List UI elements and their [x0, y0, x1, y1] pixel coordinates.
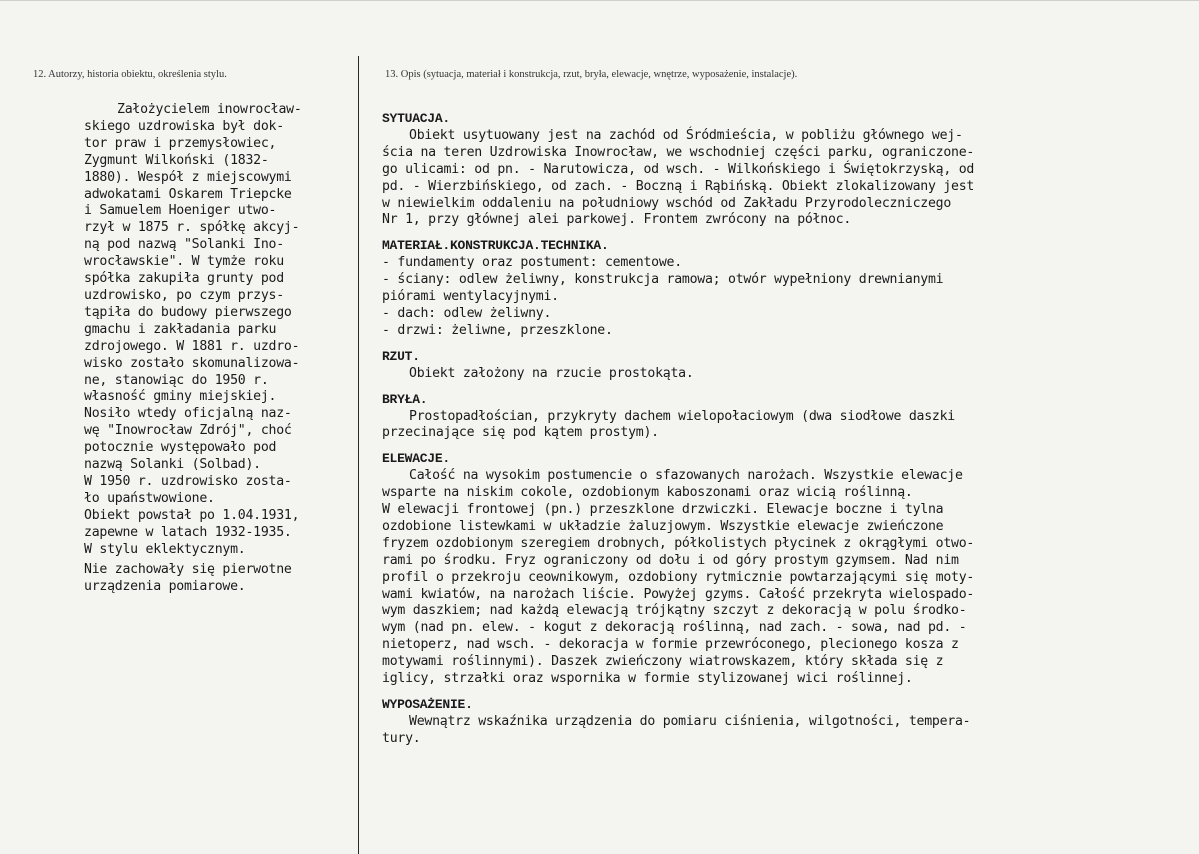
- text-line: spółka zakupiła grunty pod: [84, 271, 284, 287]
- text-line: ło upaństwowione.: [84, 490, 215, 506]
- text-line: potocznie występowało pod: [84, 440, 277, 456]
- history-paragraph: [84, 102, 354, 558]
- text-line: uzdrowisko, po czym przys-: [84, 287, 284, 303]
- section-bryła: [382, 392, 1182, 443]
- text-line: - drzwi: żeliwne, przeszklone.: [382, 322, 613, 338]
- section-title: MATERIAŁ.KONSTRUKCJA.TECHNIKA.: [382, 238, 609, 254]
- section-title: RZUT.: [382, 348, 420, 364]
- column-divider: [358, 56, 359, 854]
- text-line: ścia na teren Uzdrowiska Inowrocław, we wschodniej części parku, ograniczone-: [382, 144, 975, 160]
- history-paragraph: [84, 562, 354, 596]
- text-line: W 1950 r. uzdrowisko zosta-: [84, 473, 292, 489]
- section-title: ELEWACJE.: [382, 451, 450, 467]
- section-wyposażenie: [382, 697, 1182, 748]
- text-line: profil o przekroju ceownikowym, ozdobiony rytmicznie powtarzającymi się moty-: [382, 569, 975, 585]
- section-elewacje: [382, 451, 1182, 688]
- text-line: tury.: [382, 730, 421, 746]
- text-line: nazwą Solanki (Solbad).: [84, 457, 261, 473]
- text-line: ozdobione listewkami w układzie żaluzjowym. Wszystkie elewacje zwieńczone: [382, 518, 944, 534]
- right-column-header: 13. Opis (sytuacja, materiał i konstrukcja, rzut, bryła, elewacje, wnętrze, wyposażenie, instalacje).: [385, 69, 798, 80]
- text-line: zdrojowego. W 1881 r. uzdro-: [84, 338, 300, 354]
- text-line: rzył w 1875 r. spółkę akcyj-: [84, 220, 300, 236]
- text-line: 1880). Wespół z miejscowymi: [84, 169, 292, 185]
- text-line: wym daszkiem; nad każdą elewacją trójkątny szczyt z dekoracją w polu środko-: [382, 603, 967, 619]
- text-line: Obiekt usytuowany jest na zachód od Śródmieścia, w pobliżu głównego wej-: [409, 127, 963, 143]
- text-line: go ulicami: od pn. - Narutowicza, od wsch. - Wilkońskiego i Świętokrzyską, od: [382, 161, 975, 177]
- section-title: BRYŁA.: [382, 391, 428, 407]
- text-line: wrocławskie". W tymże roku: [84, 254, 284, 270]
- text-line: w niewielkim oddaleniu na południowy wschód od Zakładu Przyrodoleczniczego: [382, 195, 952, 211]
- text-line: ną pod nazwą "Solanki Ino-: [84, 237, 284, 253]
- text-line: rami po środku. Fryz ograniczony od dołu i od góry prostym gzymsem. Nad nim: [382, 552, 959, 568]
- section-sytuacja: [382, 111, 1182, 229]
- text-line: - dach: odlew żeliwny.: [382, 305, 552, 321]
- left-column-header: 12. Autorzy, historia obiektu, określenia stylu.: [33, 69, 227, 80]
- text-line: wisko zostało skomunalizowa-: [84, 355, 300, 371]
- history-text: [84, 102, 354, 596]
- text-line: Całość na wysokim postumencie o sfazowanych narożach. Wszystkie elewacje: [409, 468, 963, 484]
- text-line: piórami wentylacyjnymi.: [382, 289, 559, 305]
- text-line: Prostopadłościan, przykryty dachem wielopołaciowym (dwa siodłowe daszki: [409, 408, 955, 424]
- text-line: wami kwiatów, na narożach liście. Powyżej gzyms. Całość przekryta wielospado-: [382, 586, 975, 602]
- text-line: W stylu eklektycznym.: [84, 541, 246, 557]
- section-title: WYPOSAŻENIE.: [382, 697, 473, 712]
- text-line: pd. - Wierzbińskiego, od zach. - Boczną i Rąbińską. Obiekt zlokalizowany jest: [382, 178, 975, 194]
- text-line: gmachu i zakładania parku: [84, 321, 277, 337]
- text-line: - ściany: odlew żeliwny, konstrukcja ramowa; otwór wypełniony drewnianymi: [382, 272, 944, 288]
- text-line: fryzem ozdobionym szeregiem drobnych, półkolistych płycinek z okrągłymi otwo-: [382, 535, 975, 551]
- text-line: wę "Inowrocław Zdrój", choć: [84, 423, 292, 439]
- text-line: Nie zachowały się pierwotne: [84, 562, 292, 578]
- text-line: - fundamenty oraz postument: cementowe.: [382, 255, 682, 271]
- description-text: [382, 111, 1182, 757]
- section-rzut: [382, 349, 1182, 383]
- text-line: własność gminy miejskiej.: [84, 389, 277, 405]
- text-line: Nosiło wtedy oficjalną naz-: [84, 406, 292, 422]
- text-line: nietoperz, nad wsch. - dekoracja w formie przewróconego, plecionego kosza z: [382, 637, 959, 653]
- text-line: tor praw i przemysłowiec,: [84, 135, 277, 151]
- text-line: tąpiła do budowy pierwszego: [84, 304, 292, 320]
- text-line: motywami roślinnymi). Daszek zwieńczony wiatrowskazem, który składa się z: [382, 654, 944, 670]
- text-line: W elewacji frontowej (pn.) przeszklone drzwiczki. Elewacje boczne i tylna: [382, 502, 944, 518]
- text-line: ne, stanowiąc do 1950 r.: [84, 372, 269, 388]
- text-line: Obiekt powstał po 1.04.1931,: [84, 507, 300, 523]
- text-line: urządzenia pomiarowe.: [84, 579, 246, 595]
- text-line: Założycielem inowrocław-: [117, 102, 302, 117]
- text-line: iglicy, strzałki oraz wspornika w formie stylizowanej wici roślinnej.: [382, 671, 913, 687]
- text-line: skiego uzdrowiska był dok-: [84, 118, 284, 134]
- text-line: przecinające się pod kątem prostym).: [382, 425, 659, 441]
- section-materiał-konstrukcja-technika: [382, 238, 1182, 339]
- text-line: zapewne w latach 1932-1935.: [84, 524, 292, 540]
- text-line: adwokatami Oskarem Triepcke: [84, 186, 292, 202]
- text-line: Zygmunt Wilkoński (1832-: [84, 152, 269, 168]
- text-line: wym (nad pn. elew. - kogut z dekoracją roślinną, nad zach. - sowa, nad pd. -: [382, 620, 967, 636]
- section-title: SYTUACJA.: [382, 111, 450, 126]
- text-line: Obiekt założony na rzucie prostokąta.: [409, 365, 694, 381]
- text-line: Wewnątrz wskaźnika urządzenia do pomiaru ciśnienia, wilgotności, tempera-: [409, 713, 971, 729]
- text-line: i Samuelem Hoeniger utwo-: [84, 203, 277, 219]
- text-line: wsparte na niskim cokole, ozdobionym kaboszonami oraz wicią roślinną.: [382, 485, 913, 501]
- text-line: Nr 1, przy głównej alei parkowej. Frontem zwrócony na północ.: [382, 212, 852, 228]
